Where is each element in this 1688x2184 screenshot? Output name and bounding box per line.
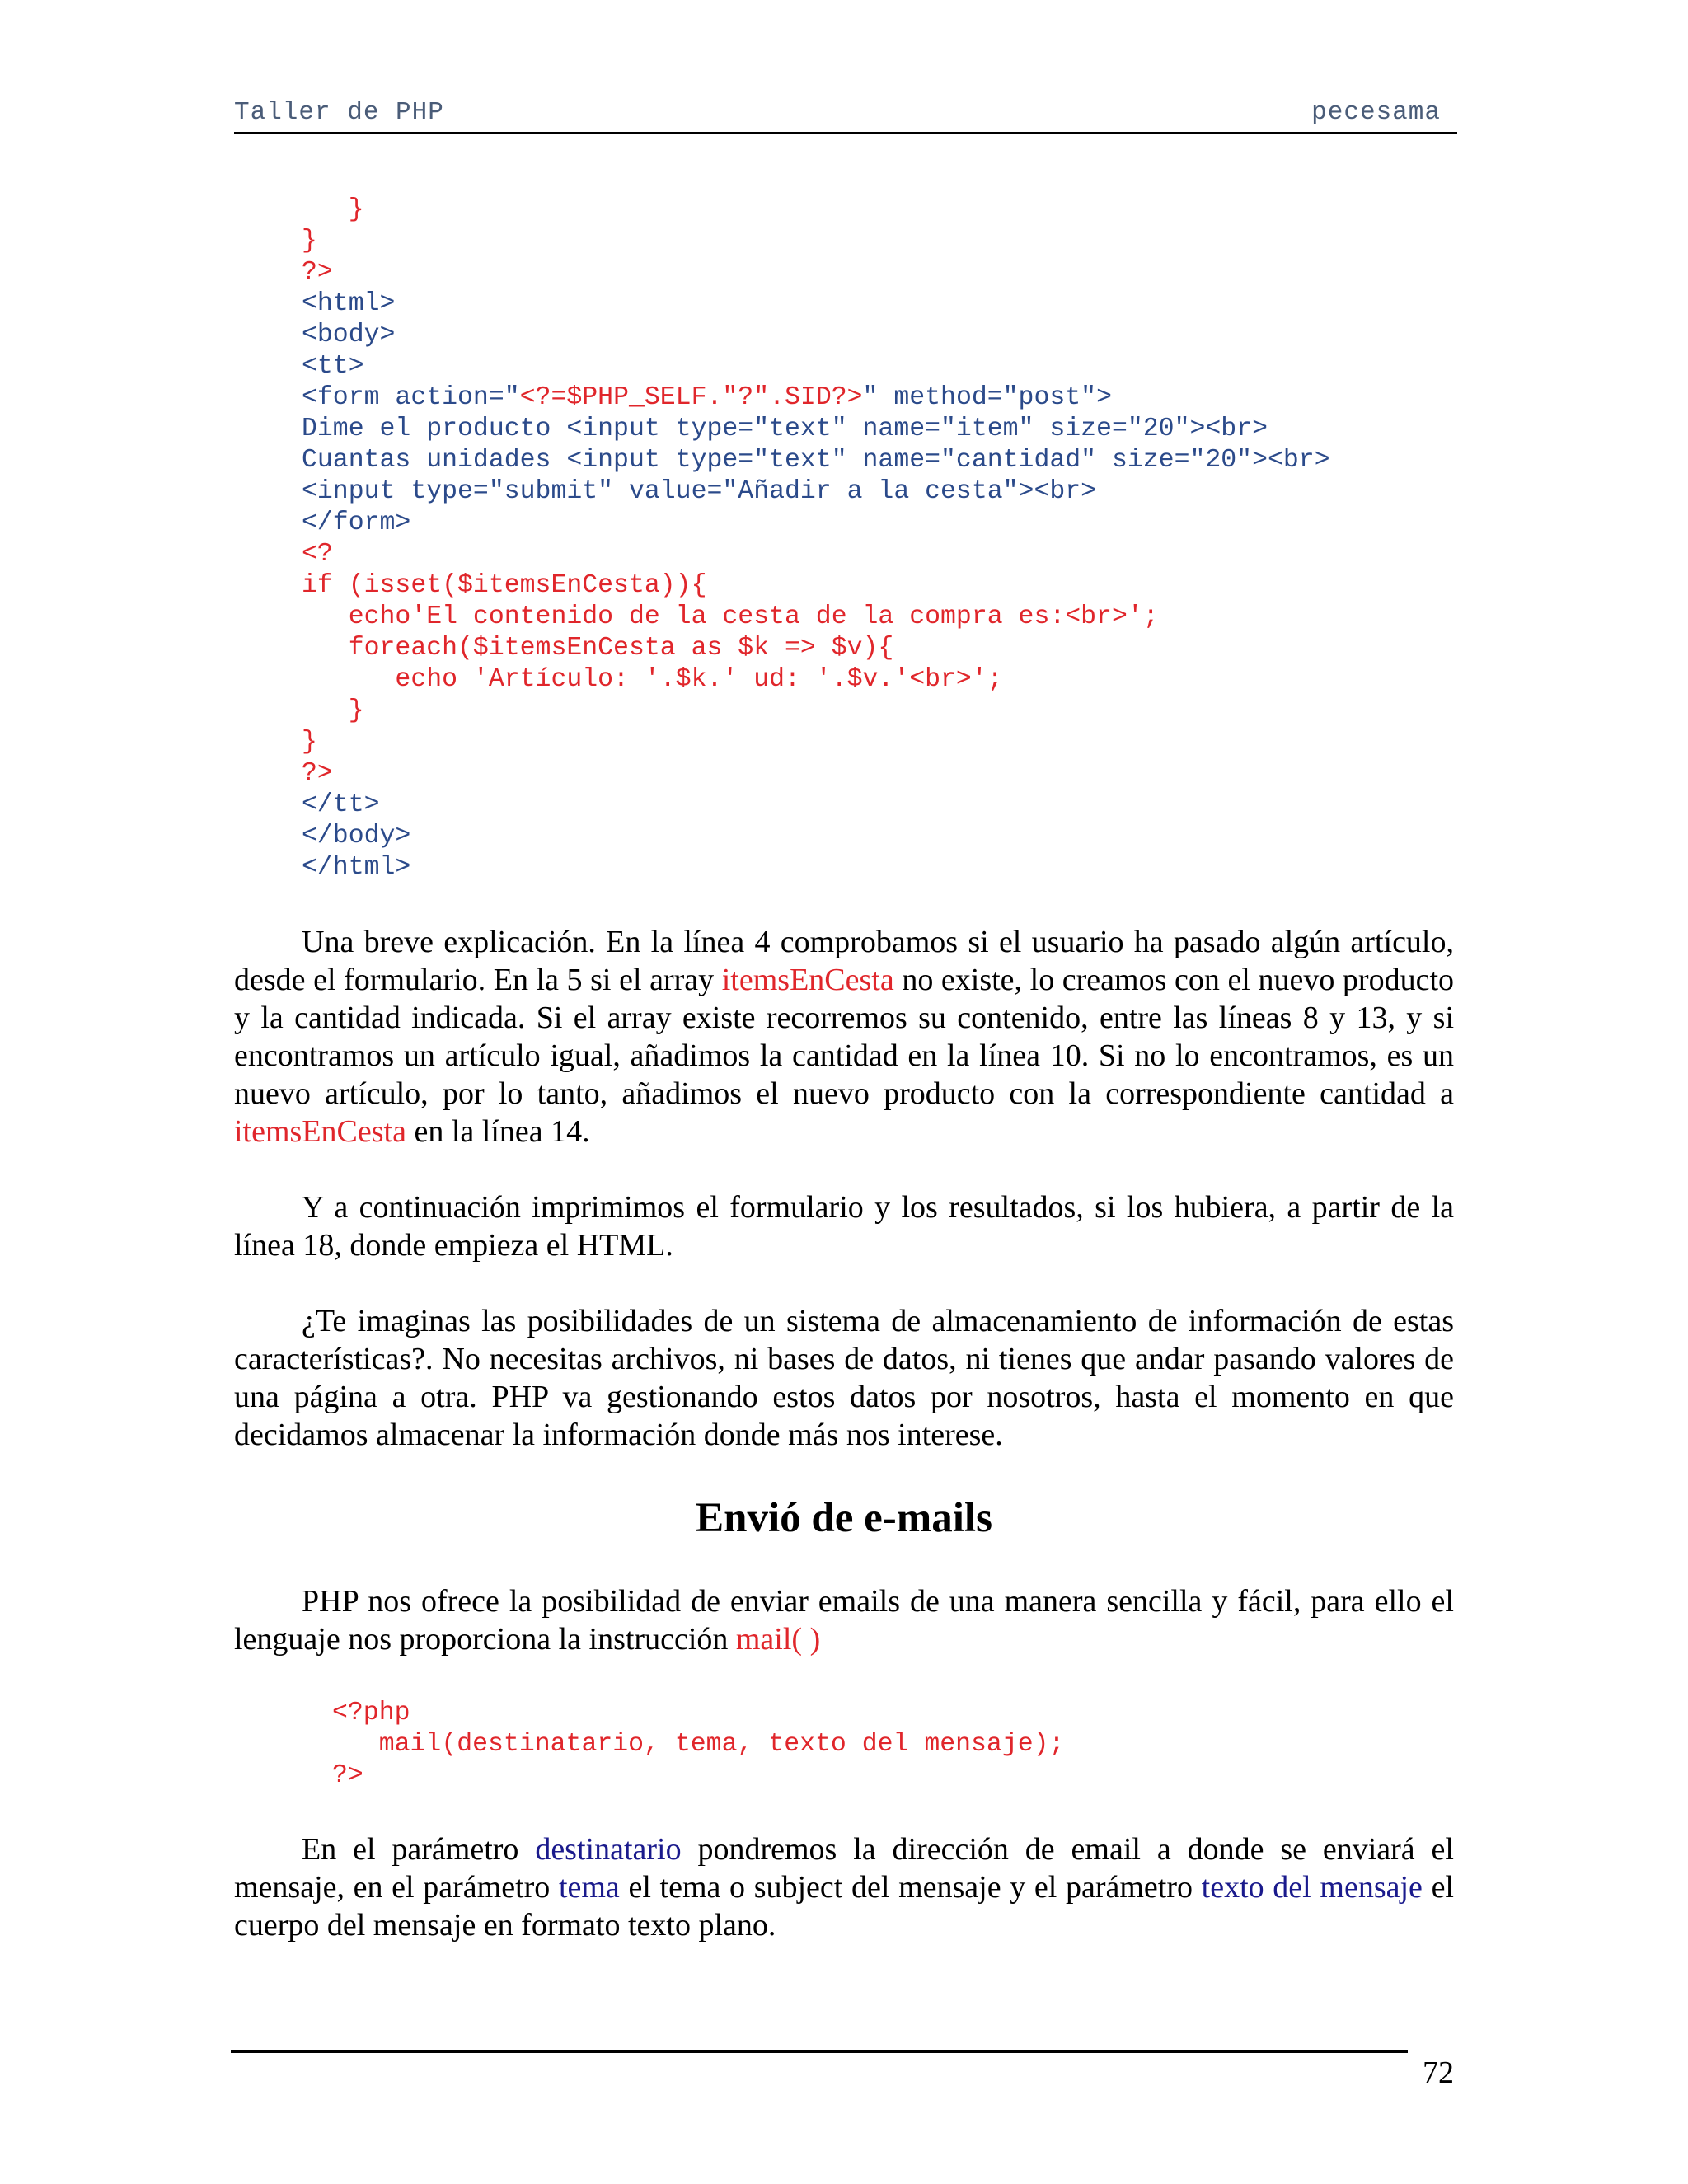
php-code-block-mail [332,1698,1064,1792]
code-line [302,539,1330,570]
code-token: " method="post"> [862,383,1112,412]
paragraph-mail-params: En el parámetro destinatario pondremos la dirección de email a donde se enviará el mensaje, en el parámetro tema el tema o subject del mensaje y el parámetro texto del mensaje el cuerpo del mensaje en formato texto plano. [234,1832,1454,1943]
code-line [302,602,1330,633]
page-header [234,97,1457,134]
code-line [302,445,1330,476]
code-line [302,257,1330,288]
code-token: } [302,696,364,725]
code-token: <tt> [302,352,364,381]
code-line [332,1760,1064,1792]
code-line [302,633,1330,664]
code-token: </body> [302,822,411,851]
code-keyword: itemsEnCesta [234,1114,406,1149]
code-token: ?> [332,1761,363,1790]
code-line [302,226,1330,257]
code-token: </form> [302,509,411,537]
paragraph-explanation: Una breve explicación. En la línea 4 comprobamos si el usuario ha pasado algún artículo, desde el formulario. En la 5 si el array itemsEnCesta no existe, lo creamos con el nuevo producto y la cantidad indicada. Si el array existe recorremos su contenido, entre las líneas 8 y 13, y si encontramos un artículo igual, añadimos la cantidad en la línea 10. Si no lo encontramos, es un nuevo artículo, por lo tanto, añadimos el nuevo producto con la correspondiente cantidad a itemsEnCesta en la línea 14. [234,925,1454,1149]
code-token: foreach($itemsEnCesta as $k => $v){ [302,634,894,663]
code-line [302,476,1330,508]
code-keyword: itemsEnCesta [721,963,894,997]
code-line [302,821,1330,852]
code-line [302,664,1330,696]
paragraph-possibilities: ¿Te imaginas las posibilidades de un sistema de almacenamiento de información de estas características?. No necesitas archivos, ni bases de datos, ni tienes que andar pasando valores de una página a otra. PHP va gestionando estos datos por nosotros, hasta el momento en que decidamos almacenar la información donde más nos interese. [234,1304,1454,1452]
code-line [302,758,1330,790]
code-token: mail(destinatario, tema, texto del mensaje); [332,1730,1065,1759]
code-token: echo'El contenido de la cesta de la compra es:<br>'; [302,602,1159,631]
code-token: if (isset($itemsEnCesta)){ [302,571,707,600]
code-token: ?> [302,759,333,788]
code-token: </html> [302,853,411,882]
code-token: <?=$PHP_SELF."?".SID?> [519,383,863,412]
code-token: ?> [302,258,333,287]
php-code-block-cart [302,194,1330,883]
code-line [302,320,1330,351]
header-title: Taller de PHP [234,98,444,127]
code-line [302,194,1330,226]
header-author: pecesama [1311,98,1441,127]
code-token: } [302,227,317,255]
code-token: <body> [302,321,396,349]
code-token: Dime el producto <input type="text" name="item" size="20"><br> [302,415,1268,443]
code-token: <html> [302,289,396,318]
code-line [302,727,1330,758]
code-line [302,570,1330,602]
paragraph-continuation: Y a continuación imprimimos el formulario y los resultados, si los hubiera, a partir de la línea 18, donde empieza el HTML. [234,1190,1454,1263]
code-token: <?php [332,1699,410,1727]
code-line [332,1698,1064,1729]
parameter-name: destinatario [535,1832,682,1867]
section-heading: Envió de e-mails [696,1495,992,1541]
code-token: <form action=" [302,383,520,412]
code-token: Cuantas unidades <input type="text" name="cantidad" size="20"><br> [302,446,1330,475]
code-token: echo 'Artículo: '.$k.' ud: '.$v.'<br>'; [302,665,1003,694]
page-number: 72 [1423,2055,1454,2090]
parameter-name: texto del mensaje [1201,1870,1423,1905]
code-line [302,508,1330,539]
paragraph-mail-intro: PHP nos ofrece la posibilidad de enviar emails de una manera sencilla y fácil, para ello el lenguaje nos proporciona la instrucción mail( ) [234,1584,1454,1657]
parameter-name: tema [558,1870,620,1905]
code-line [302,696,1330,727]
code-token: } [302,728,317,757]
code-line [302,382,1330,414]
code-line [302,790,1330,821]
code-token: </tt> [302,790,380,819]
code-line [302,414,1330,445]
footer-rule [231,2050,1408,2053]
code-keyword: mail( ) [735,1622,821,1657]
code-line [302,288,1330,320]
code-line [302,852,1330,883]
code-line [332,1729,1064,1760]
code-line [302,351,1330,382]
code-token: <? [302,540,333,569]
code-token: } [302,195,364,224]
code-token: <input type="submit" value="Añadir a la cesta"><br> [302,477,1097,506]
